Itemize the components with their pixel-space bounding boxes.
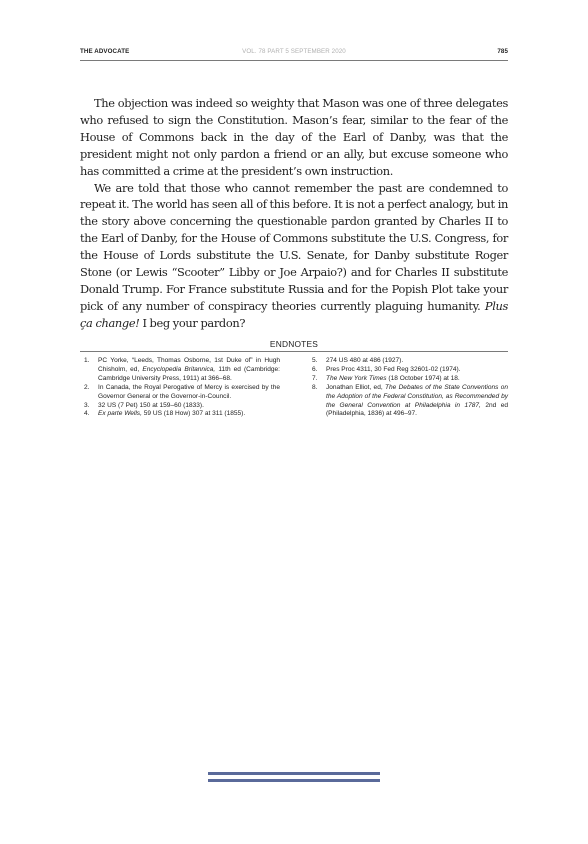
running-header xyxy=(80,46,508,61)
endnote-2 xyxy=(84,384,280,402)
endnote-number: 3. xyxy=(84,401,90,409)
endnote-6 xyxy=(312,366,508,375)
endnote-number: 6. xyxy=(312,365,318,373)
endnote-italic: Encyclopedia Britannica, xyxy=(142,365,216,373)
endnote-text: Jonathan Elliot, ed, xyxy=(326,383,383,391)
volume-info: VOL. 78 PART 5 SEPTEMBER 2020 xyxy=(242,48,346,55)
paragraph-2-main: We are told that those who cannot remember the past are condemned to repeat it. The world has seen all of this before. It is not a perfect analogy, but in the story above concerning the questionable pardon granted by Charles II to the Earl of Danby, for the House of Commons substitute the U.S. Congress, for the House of Lords substitute the U.S. Senate, for Danby substitute Roger Stone (or Lewis “Scooter” Libby or Joe Arpaio?) and for Charles II substitute Donald Trump. For France substitute Russia and for the Popish Plot take your pick of any number of conspiracy theories currently plaguing humanity. xyxy=(80,180,508,313)
footer-decoration-bar-bottom xyxy=(208,779,380,782)
page-number: 785 xyxy=(497,48,508,55)
endnote-text: (18 October 1974) at 18. xyxy=(388,374,460,382)
endnotes-column-right xyxy=(312,357,508,419)
journal-name: THE ADVOCATE xyxy=(80,48,130,55)
endnote-number: 5. xyxy=(312,357,318,364)
article-body xyxy=(80,95,508,332)
endnote-text: 2nd ed (Philadelphia, 1836) at 496–97. xyxy=(326,401,508,418)
paragraph-2-end: I beg your pardon? xyxy=(142,315,246,330)
endnote-text: 59 US (18 How) 307 at 311 (1855). xyxy=(143,410,246,418)
paragraph-1: The objection was indeed so weighty that Mason was one of three delegates who refused to sign the Constitution. Mason’s fear, similar to the fear of the House of Commons back in the day of the Earl of Danby, was that the president might not only pardon a friend or an ally, but excuse someone who has committed a crime at the president’s own instruction. xyxy=(80,96,508,178)
endnote-1 xyxy=(84,357,280,384)
endnote-number: 8. xyxy=(312,383,318,391)
endnote-number: 2. xyxy=(84,383,90,391)
endnote-text: PC Yorke, “Leeds, Thomas Osborne, 1st Duke of” in Hugh Chisholm, ed, xyxy=(98,357,280,373)
endnote-number: 7. xyxy=(312,374,318,382)
endnote-4 xyxy=(84,410,280,419)
endnote-8 xyxy=(312,384,508,420)
endnote-text: Pres Proc 4311, 30 Fed Reg 32601-02 (1974). xyxy=(326,365,461,373)
endnotes-column-left xyxy=(84,357,280,419)
endnotes-divider xyxy=(80,351,508,352)
endnote-italic: The New York Times xyxy=(326,374,387,382)
endnote-text: In Canada, the Royal Perogative of Mercy is exercised by the Governor General or the Governor-in-Council. xyxy=(98,383,280,400)
endnote-3 xyxy=(84,402,280,411)
endnotes-heading: ENDNOTES xyxy=(269,339,319,349)
endnote-number: 1. xyxy=(84,357,90,364)
endnote-7 xyxy=(312,375,508,384)
endnote-number: 4. xyxy=(84,410,90,418)
endnote-5 xyxy=(312,357,508,366)
paragraph-2 xyxy=(80,180,508,332)
endnote-italic: The Debates of the State Conventions on the Adoption of the Federal Constitution, as Recommended by the General Convention at Philadelphia in 1787, xyxy=(326,383,509,409)
footer-decoration-bar-top xyxy=(208,772,380,775)
endnote-text: 11th ed (Cambridge: Cambridge University Press, 1911) at 366–68. xyxy=(98,365,280,382)
endnote-text: 32 US (7 Pet) 150 at 159–60 (1833). xyxy=(98,401,204,409)
endnote-italic: Ex parte Wells, xyxy=(98,410,142,418)
paragraph-2-italic: Plus ça change! xyxy=(80,298,508,330)
endnote-text: 274 US 480 at 486 (1927). xyxy=(326,357,404,364)
